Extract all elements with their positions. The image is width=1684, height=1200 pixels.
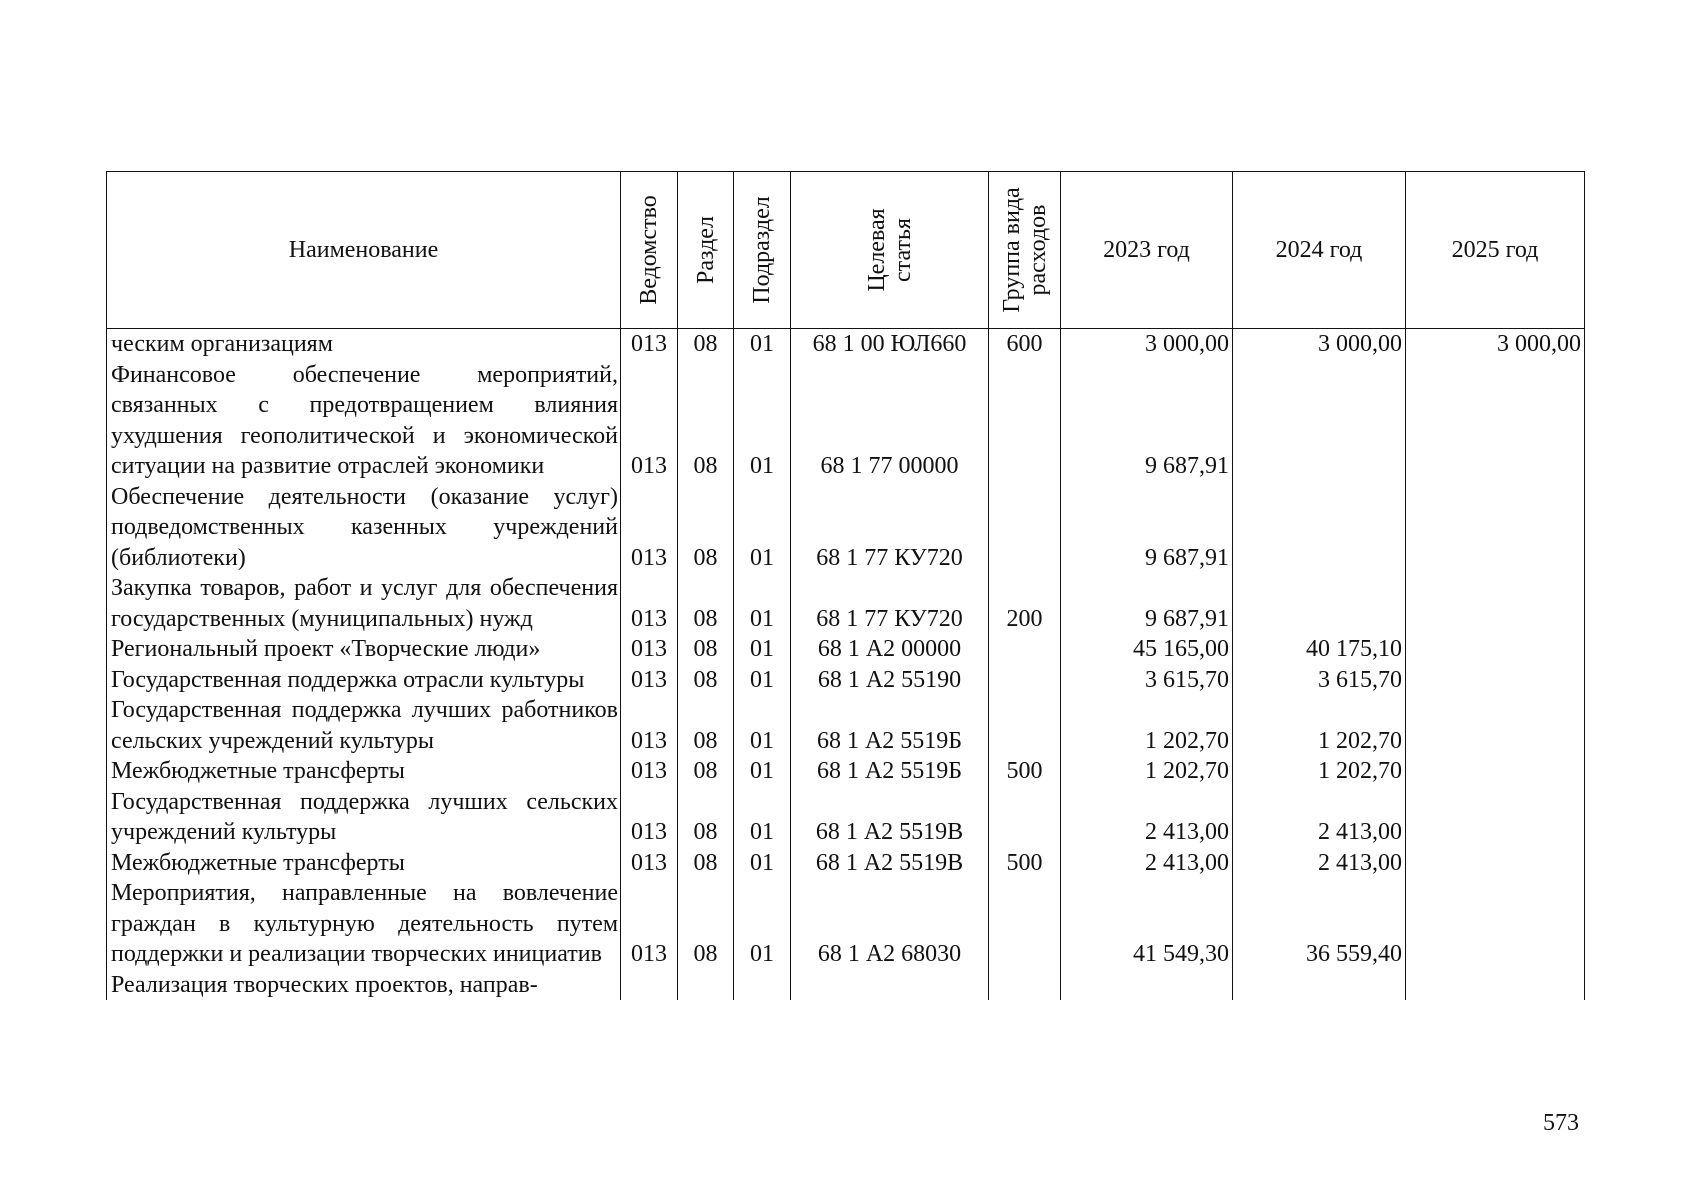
department-cell: 013 bbox=[621, 695, 678, 756]
table-body bbox=[107, 329, 1585, 1001]
amount-2025-cell bbox=[1406, 360, 1585, 482]
subsection-cell: 01 bbox=[734, 848, 791, 879]
header-2024-label: 2024 год bbox=[1275, 236, 1363, 263]
department-cell bbox=[621, 970, 678, 1001]
name-cell: Межбюджетные трансферты bbox=[107, 756, 621, 787]
amount-2024-cell: 2 413,00 bbox=[1233, 787, 1406, 848]
table-header-row bbox=[107, 172, 1585, 329]
subsection-cell: 01 bbox=[734, 756, 791, 787]
page-number: 573 bbox=[1543, 1110, 1579, 1136]
expense-group-cell bbox=[989, 360, 1061, 482]
table-row bbox=[107, 482, 1585, 574]
subsection-cell: 01 bbox=[734, 329, 791, 360]
header-expense-line2: расходов bbox=[1024, 204, 1051, 296]
target-article-cell bbox=[791, 970, 989, 1001]
department-cell: 013 bbox=[621, 848, 678, 879]
amount-2024-cell: 1 202,70 bbox=[1233, 756, 1406, 787]
department-cell: 013 bbox=[621, 634, 678, 665]
subsection-cell: 01 bbox=[734, 573, 791, 634]
amount-2025-cell bbox=[1406, 878, 1585, 970]
amount-2024-cell bbox=[1233, 360, 1406, 482]
name-cell: Региональный проект «Творческие люди» bbox=[107, 634, 621, 665]
table-row bbox=[107, 787, 1585, 848]
department-cell: 013 bbox=[621, 878, 678, 970]
table-row bbox=[107, 573, 1585, 634]
amount-2025-cell bbox=[1406, 970, 1585, 1001]
amount-2023-cell: 3 615,70 bbox=[1061, 665, 1233, 696]
table-row bbox=[107, 329, 1585, 360]
header-subsection-label: Подраздел bbox=[749, 196, 775, 304]
section-cell: 08 bbox=[678, 665, 734, 696]
expense-group-cell bbox=[989, 695, 1061, 756]
section-cell: 08 bbox=[678, 573, 734, 634]
subsection-cell: 01 bbox=[734, 787, 791, 848]
target-article-cell: 68 1 А2 68030 bbox=[791, 878, 989, 970]
table-row bbox=[107, 360, 1585, 482]
section-cell: 08 bbox=[678, 634, 734, 665]
section-cell: 08 bbox=[678, 482, 734, 574]
amount-2023-cell: 45 165,00 bbox=[1061, 634, 1233, 665]
amount-2024-cell: 1 202,70 bbox=[1233, 695, 1406, 756]
table-row bbox=[107, 756, 1585, 787]
header-subsection bbox=[734, 172, 791, 329]
amount-2023-cell: 3 000,00 bbox=[1061, 329, 1233, 360]
amount-2024-cell: 2 413,00 bbox=[1233, 848, 1406, 879]
target-article-cell: 68 1 77 00000 bbox=[791, 360, 989, 482]
section-cell: 08 bbox=[678, 787, 734, 848]
amount-2024-cell: 40 175,10 bbox=[1233, 634, 1406, 665]
header-name bbox=[107, 172, 621, 329]
target-article-cell: 68 1 А2 5519В bbox=[791, 787, 989, 848]
amount-2023-cell: 9 687,91 bbox=[1061, 360, 1233, 482]
header-department-label: Ведомство bbox=[636, 195, 662, 305]
name-cell: Финансовое обеспечение мероприятий, связанных с предотвращением влияния ухудшения геополитической и экономической ситуации на развитие отраслей экономики bbox=[107, 360, 621, 482]
header-target-line2: статья bbox=[889, 218, 916, 282]
subsection-cell: 01 bbox=[734, 634, 791, 665]
expense-group-cell bbox=[989, 482, 1061, 574]
header-expense-line1: Группа вида bbox=[998, 187, 1025, 313]
expense-group-cell bbox=[989, 970, 1061, 1001]
amount-2023-cell: 41 549,30 bbox=[1061, 878, 1233, 970]
department-cell: 013 bbox=[621, 573, 678, 634]
table-row bbox=[107, 695, 1585, 756]
table-row bbox=[107, 634, 1585, 665]
table-row bbox=[107, 665, 1585, 696]
subsection-cell: 01 bbox=[734, 878, 791, 970]
expense-group-cell bbox=[989, 665, 1061, 696]
name-cell: ческим организациям bbox=[107, 329, 621, 360]
name-cell: Закупка товаров, работ и услуг для обеспечения государственных (муниципальных) нужд bbox=[107, 573, 621, 634]
name-cell: Обеспечение деятельности (оказание услуг) подведомственных казенных учреждений (библиотеки) bbox=[107, 482, 621, 574]
table-row bbox=[107, 878, 1585, 970]
name-cell: Межбюджетные трансферты bbox=[107, 848, 621, 879]
amount-2024-cell: 3 000,00 bbox=[1233, 329, 1406, 360]
name-cell: Мероприятия, направленные на вовлечение граждан в культурную деятельность путем поддержки и реализации творческих инициатив bbox=[107, 878, 621, 970]
department-cell: 013 bbox=[621, 482, 678, 574]
amount-2024-cell bbox=[1233, 482, 1406, 574]
expense-group-cell: 500 bbox=[989, 848, 1061, 879]
amount-2025-cell: 3 000,00 bbox=[1406, 329, 1585, 360]
header-2024 bbox=[1233, 172, 1406, 329]
amount-2024-cell bbox=[1233, 970, 1406, 1001]
target-article-cell: 68 1 А2 00000 bbox=[791, 634, 989, 665]
amount-2025-cell bbox=[1406, 756, 1585, 787]
section-cell: 08 bbox=[678, 848, 734, 879]
amount-2023-cell: 1 202,70 bbox=[1061, 695, 1233, 756]
target-article-cell: 68 1 А2 5519В bbox=[791, 848, 989, 879]
header-2025 bbox=[1406, 172, 1585, 329]
header-2025-label: 2025 год bbox=[1451, 236, 1539, 263]
amount-2025-cell bbox=[1406, 573, 1585, 634]
header-expense-group-label bbox=[999, 187, 1051, 312]
amount-2024-cell: 3 615,70 bbox=[1233, 665, 1406, 696]
target-article-cell: 68 1 А2 55190 bbox=[791, 665, 989, 696]
name-cell: Государственная поддержка лучших сельских учреждений культуры bbox=[107, 787, 621, 848]
expense-group-cell bbox=[989, 878, 1061, 970]
target-article-cell: 68 1 А2 5519Б bbox=[791, 695, 989, 756]
amount-2025-cell bbox=[1406, 695, 1585, 756]
header-section bbox=[678, 172, 734, 329]
header-section-label: Раздел bbox=[692, 216, 719, 284]
amount-2023-cell: 9 687,91 bbox=[1061, 573, 1233, 634]
target-article-cell: 68 1 77 КУ720 bbox=[791, 482, 989, 574]
header-target-article bbox=[791, 172, 989, 329]
target-article-cell: 68 1 77 КУ720 bbox=[791, 573, 989, 634]
target-article-cell: 68 1 00 ЮЛ660 bbox=[791, 329, 989, 360]
header-name-label: Наименование bbox=[288, 236, 439, 263]
section-cell: 08 bbox=[678, 329, 734, 360]
department-cell: 013 bbox=[621, 329, 678, 360]
section-cell bbox=[678, 970, 734, 1001]
header-2023-label: 2023 год bbox=[1103, 236, 1190, 263]
department-cell: 013 bbox=[621, 665, 678, 696]
amount-2023-cell: 9 687,91 bbox=[1061, 482, 1233, 574]
name-cell: Реализация творческих проектов, направ- bbox=[107, 970, 621, 1001]
table-row bbox=[107, 848, 1585, 879]
amount-2025-cell bbox=[1406, 787, 1585, 848]
section-cell: 08 bbox=[678, 756, 734, 787]
expense-group-cell: 600 bbox=[989, 329, 1061, 360]
target-article-cell: 68 1 А2 5519Б bbox=[791, 756, 989, 787]
name-cell: Государственная поддержка лучших работников сельских учреждений культуры bbox=[107, 695, 621, 756]
amount-2025-cell bbox=[1406, 482, 1585, 574]
header-target-article-label bbox=[864, 208, 916, 291]
subsection-cell: 01 bbox=[734, 482, 791, 574]
department-cell: 013 bbox=[621, 360, 678, 482]
section-cell: 08 bbox=[678, 360, 734, 482]
amount-2024-cell: 36 559,40 bbox=[1233, 878, 1406, 970]
amount-2024-cell bbox=[1233, 573, 1406, 634]
amount-2023-cell: 1 202,70 bbox=[1061, 756, 1233, 787]
amount-2023-cell: 2 413,00 bbox=[1061, 848, 1233, 879]
amount-2023-cell bbox=[1061, 970, 1233, 1001]
department-cell: 013 bbox=[621, 756, 678, 787]
subsection-cell: 01 bbox=[734, 665, 791, 696]
amount-2023-cell: 2 413,00 bbox=[1061, 787, 1233, 848]
amount-2025-cell bbox=[1406, 665, 1585, 696]
amount-2025-cell bbox=[1406, 634, 1585, 665]
header-expense-group bbox=[989, 172, 1061, 329]
name-cell: Государственная поддержка отрасли культуры bbox=[107, 665, 621, 696]
expense-group-cell: 500 bbox=[989, 756, 1061, 787]
table-row bbox=[107, 970, 1585, 1001]
header-department bbox=[621, 172, 678, 329]
amount-2025-cell bbox=[1406, 848, 1585, 879]
subsection-cell bbox=[734, 970, 791, 1001]
header-2023 bbox=[1061, 172, 1233, 329]
expense-group-cell: 200 bbox=[989, 573, 1061, 634]
expense-group-cell bbox=[989, 634, 1061, 665]
subsection-cell: 01 bbox=[734, 695, 791, 756]
expense-group-cell bbox=[989, 787, 1061, 848]
header-target-line1: Целевая bbox=[863, 208, 890, 292]
department-cell: 013 bbox=[621, 787, 678, 848]
section-cell: 08 bbox=[678, 695, 734, 756]
budget-table bbox=[106, 171, 1585, 1000]
section-cell: 08 bbox=[678, 878, 734, 970]
subsection-cell: 01 bbox=[734, 360, 791, 482]
